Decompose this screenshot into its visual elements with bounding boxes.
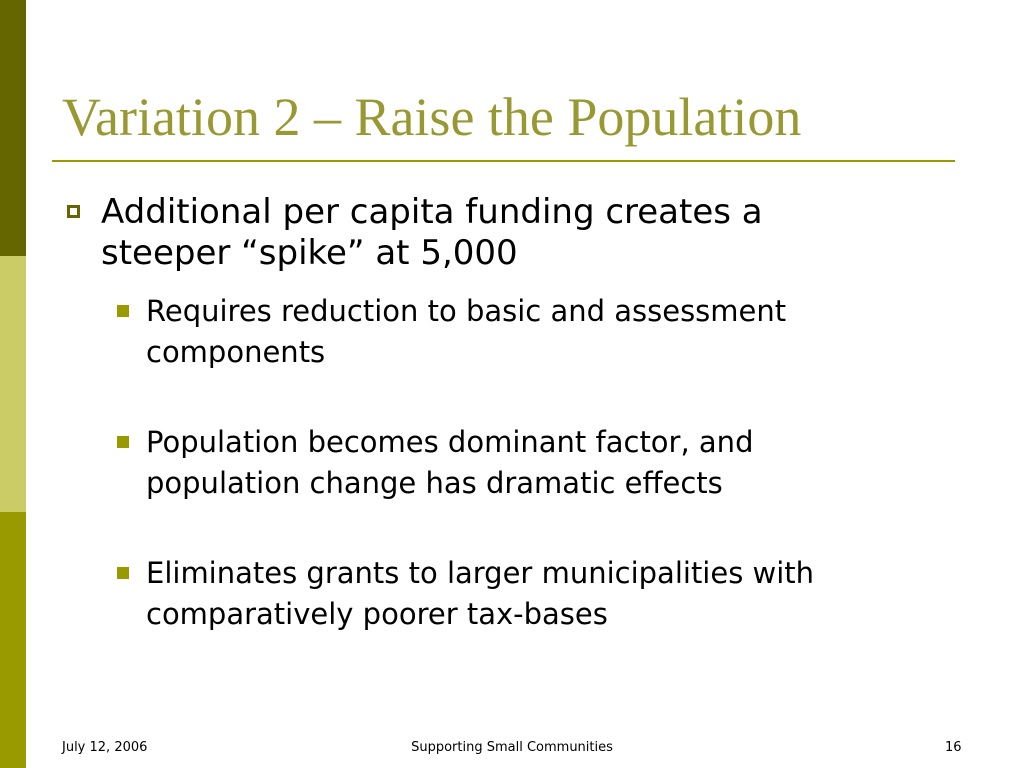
subbullet-item	[146, 553, 946, 635]
side-stripe-mid	[0, 512, 26, 768]
footer-page-number: 16	[945, 740, 962, 755]
subbullet-line2: comparatively poorer tax-bases	[146, 597, 608, 631]
side-stripe-light	[0, 256, 26, 512]
side-stripe-dark	[0, 0, 26, 256]
subbullet-line2: population change has dramatic effects	[146, 466, 723, 500]
bullet-main	[101, 192, 941, 274]
subbullet-line1: Population becomes dominant factor, and	[146, 425, 754, 459]
subbullet-line2: components	[146, 335, 326, 369]
footer-date: July 12, 2006	[62, 740, 148, 755]
subbullet-item	[146, 291, 946, 373]
slide-title: Variation 2 – Raise the Population	[62, 87, 802, 147]
subbullet-line1: Requires reduction to basic and assessment	[146, 294, 787, 328]
subbullet-item	[146, 422, 946, 504]
square-bullet-icon	[117, 567, 129, 579]
title-divider	[52, 160, 955, 162]
bullet-main-line2: steeper “spike” at 5,000	[101, 233, 518, 273]
hollow-square-bullet-icon	[67, 205, 80, 218]
square-bullet-icon	[117, 436, 129, 448]
subbullet-line1: Eliminates grants to larger municipalities with	[146, 556, 815, 590]
footer-title: Supporting Small Communities	[411, 740, 613, 755]
bullet-main-line1: Additional per capita funding creates a	[101, 192, 763, 232]
square-bullet-icon	[117, 305, 129, 317]
